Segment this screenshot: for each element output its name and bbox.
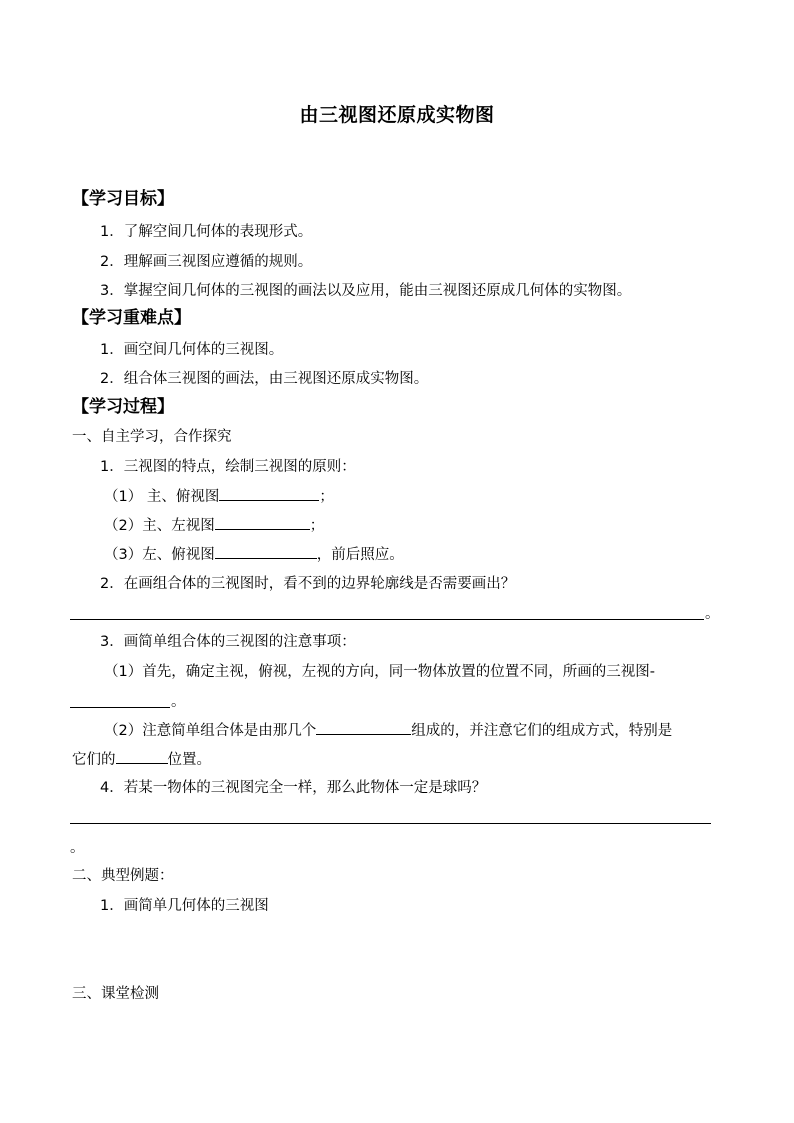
q3-sub1-blank[interactable] <box>70 707 170 708</box>
goal-item-1: 1．了解空间几何体的表现形式。 <box>100 224 313 240</box>
goal-item-2: 2．理解画三视图应遵循的规则。 <box>100 254 313 270</box>
q1-sub3-blank[interactable] <box>215 544 317 559</box>
q1-sub2-blank[interactable] <box>215 515 310 530</box>
section-heading-key-points: 【学习重难点】 <box>72 308 191 328</box>
q1-sub1-blank[interactable] <box>219 486 319 501</box>
q1-sub2-label: （2）主、左视图 <box>104 518 215 534</box>
part1-title: 一、自主学习，合作探究 <box>72 429 232 445</box>
q3-sub2 <box>104 720 672 741</box>
q4-text: 4．若某一物体的三视图完全一样，那么此物体一定是球吗？ <box>100 780 487 796</box>
q3-sub2-line2-blank[interactable] <box>116 749 168 764</box>
q1-sub2 <box>104 515 324 536</box>
part2-title: 二、典型例题： <box>72 868 174 884</box>
q1-sub1-end: ； <box>319 489 334 505</box>
q4-end: 。 <box>70 840 85 856</box>
q1-sub3 <box>104 544 404 565</box>
q2-text: 2．在画组合体的三视图时，看不到的边界轮廓线是否需要画出？ <box>100 576 516 592</box>
part2-item-1: 1．画简单几何体的三视图 <box>100 898 269 914</box>
q3-text: 3．画简单组合体的三视图的注意事项： <box>100 634 356 650</box>
q1-sub2-end: ； <box>309 518 325 534</box>
q2-end: 。 <box>705 606 720 622</box>
q3-sub2-middle: 组成的，并注意它们的组成方式，特别是 <box>411 723 673 739</box>
q3-sub2-label: （2）注意简单组合体是由那几个 <box>104 723 317 739</box>
q1-sub3-label: （3）左、俯视图 <box>104 547 215 563</box>
q1-sub3-end: ，前后照应。 <box>316 547 404 563</box>
q1-text: 1．三视图的特点，绘制三视图的原则： <box>100 459 356 475</box>
section-heading-goals: 【学习目标】 <box>72 189 174 209</box>
section-heading-process: 【学习过程】 <box>72 397 174 417</box>
page-title: 由三视图还原成实物图 <box>299 104 495 126</box>
q3-sub1: （1）首先，确定主视，俯视，左视的方向，同一物体放置的位置不同，所画的三视图- <box>104 664 655 680</box>
key-point-item-1: 1．画空间几何体的三视图。 <box>100 342 284 358</box>
part3-title: 三、课堂检测 <box>72 986 159 1002</box>
key-point-item-2: 2．组合体三视图的画法，由三视图还原成实物图。 <box>100 371 429 387</box>
q3-sub2-line2-end: 位置。 <box>167 752 211 768</box>
q3-sub2-line2-label: 它们的 <box>72 752 116 768</box>
q3-sub2-line2 <box>72 749 211 770</box>
q3-sub2-blank[interactable] <box>316 720 411 735</box>
q2-answer-line[interactable] <box>70 619 704 620</box>
q4-answer-line[interactable] <box>70 823 711 824</box>
q3-sub1-end: 。 <box>171 694 186 710</box>
q1-sub1-label: （1） 主、俯视图 <box>104 489 220 505</box>
q1-sub1 <box>104 486 334 507</box>
goal-item-3: 3．掌握空间几何体的三视图的画法以及应用，能由三视图还原成几何体的实物图。 <box>100 283 632 299</box>
